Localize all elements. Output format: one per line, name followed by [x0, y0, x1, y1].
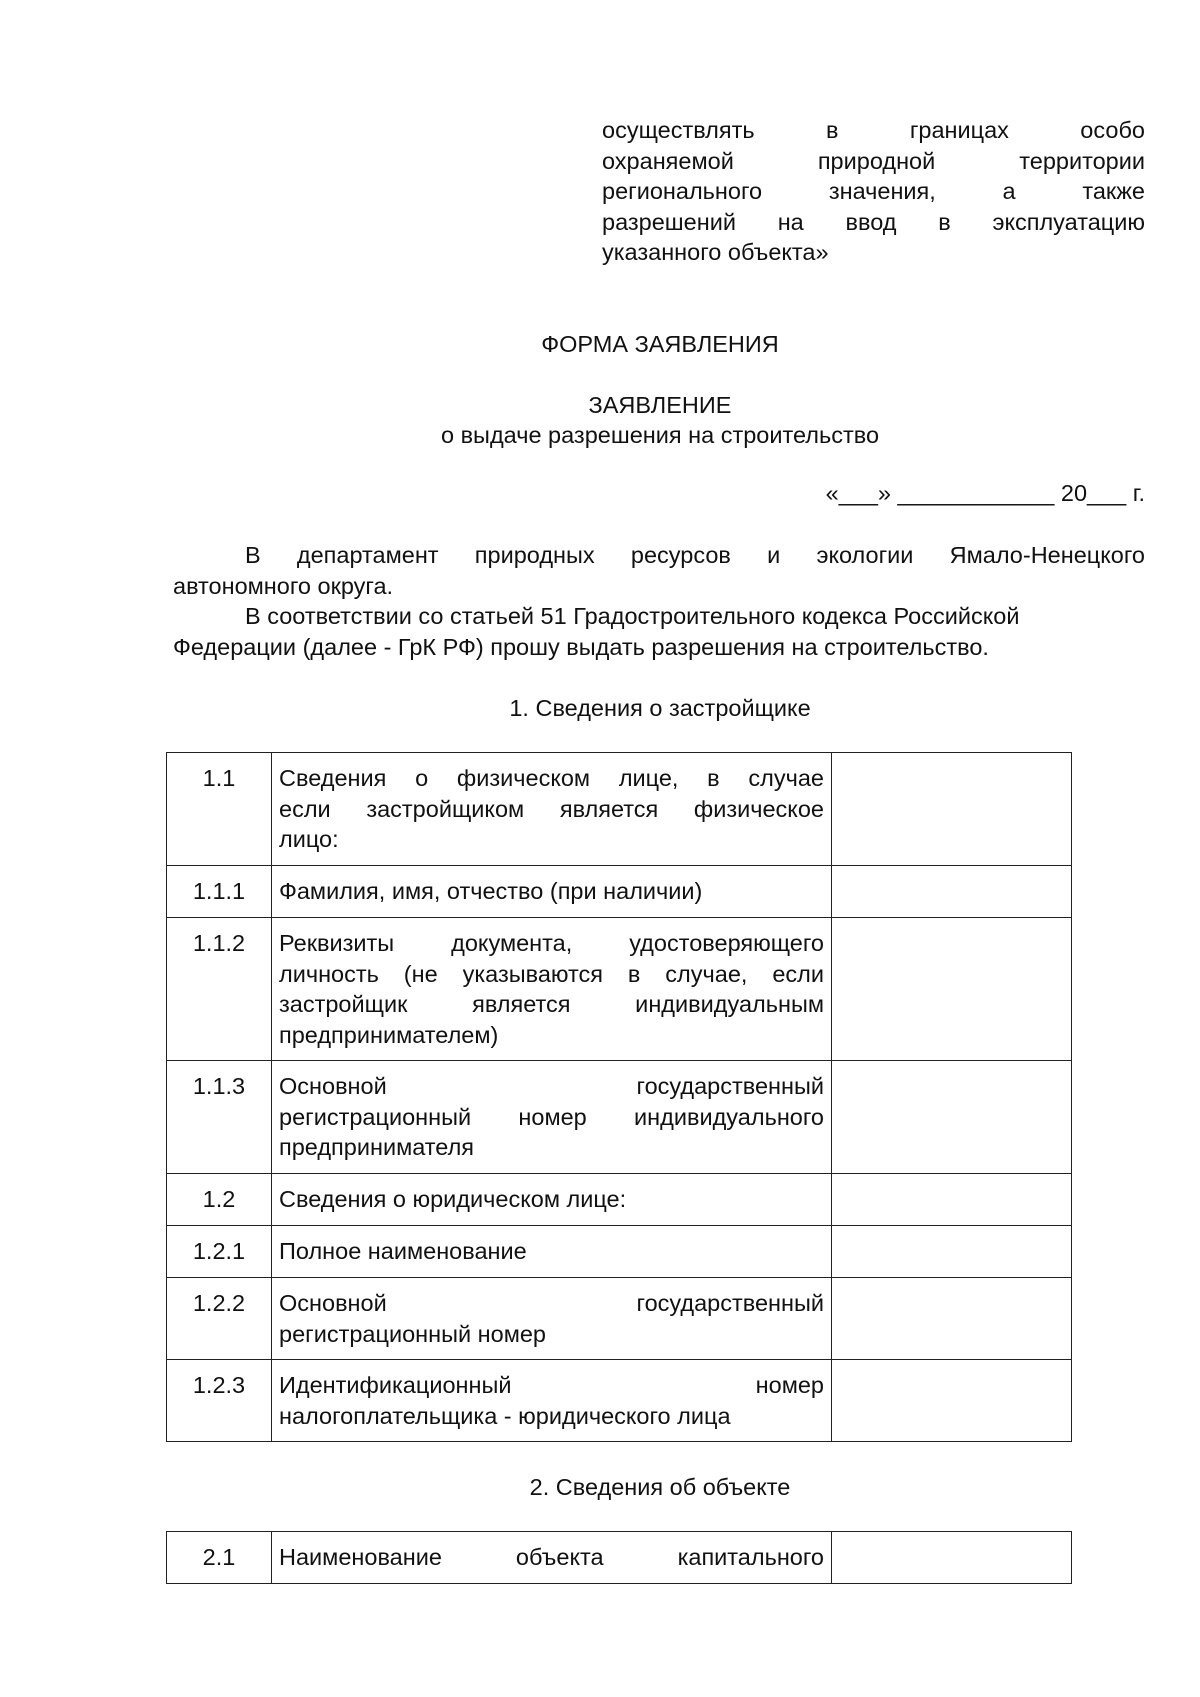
table-row	[167, 866, 1072, 918]
table-row	[167, 753, 1072, 866]
paragraph-department	[173, 540, 1145, 601]
statement-title: ЗАЯВЛЕНИЕ	[588, 392, 732, 418]
statement-subtitle: о выдаче разрешения на строительство	[440, 422, 880, 448]
intro-line: регионального значения, а также	[602, 178, 1145, 204]
table-row	[167, 1174, 1072, 1226]
row-number: 1.1	[167, 753, 272, 866]
row-label	[272, 1174, 832, 1226]
intro-line: разрешений на ввод в эксплуатацию	[602, 208, 1145, 235]
label-line: Сведения о физическом лице, в случае	[279, 765, 824, 791]
row-label	[272, 1226, 832, 1278]
intro-line: осуществлять в границах особо	[602, 117, 1145, 143]
label-line: Наименование объекта капитального	[279, 1544, 824, 1570]
label-line: Реквизиты документа, удостоверяющего	[279, 930, 824, 956]
table-row	[167, 1061, 1072, 1174]
row-value-field[interactable]	[832, 866, 1072, 918]
row-number: 1.1.2	[167, 918, 272, 1061]
paragraph-line: В соответствии со статьей 51 Градостроительного кодекса Российской	[245, 603, 1020, 629]
row-value-field[interactable]	[832, 1174, 1072, 1226]
row-number: 1.2	[167, 1174, 272, 1226]
paragraph-request	[173, 601, 1145, 662]
row-label	[272, 918, 832, 1061]
row-value-field[interactable]	[832, 1061, 1072, 1174]
table-row	[167, 1226, 1072, 1278]
table-row	[167, 1532, 1072, 1584]
row-number: 1.1.1	[167, 866, 272, 918]
table-row	[167, 918, 1072, 1061]
table-row	[167, 1360, 1072, 1442]
row-label	[272, 866, 832, 918]
label-line: Идентификационный номер	[279, 1372, 824, 1398]
label-line: Основной государственный	[279, 1073, 824, 1099]
row-label	[272, 1532, 832, 1584]
intro-block	[602, 115, 1145, 268]
table-row	[167, 1278, 1072, 1360]
label-line: регистрационный номер	[279, 1320, 546, 1347]
row-label	[272, 1278, 832, 1360]
section1-title: 1. Сведения о застройщике	[509, 695, 811, 721]
label-line: налогоплательщика - юридического лица	[279, 1402, 731, 1429]
intro-line: охраняемой природной территории	[602, 147, 1145, 174]
label-line: лицо:	[279, 826, 339, 852]
row-number: 1.2.2	[167, 1278, 272, 1360]
row-value-field[interactable]	[832, 1226, 1072, 1278]
row-value-field[interactable]	[832, 1278, 1072, 1360]
label-line: застройщик является индивидуальным	[279, 991, 824, 1017]
row-value-field[interactable]	[832, 753, 1072, 866]
row-value-field[interactable]	[832, 1532, 1072, 1584]
label-line: личность (не указываются в случае, если	[279, 960, 824, 987]
row-label	[272, 1061, 832, 1174]
developer-info-table	[166, 752, 1072, 1442]
label-line: предпринимателем)	[279, 1021, 499, 1048]
row-number: 1.2.1	[167, 1226, 272, 1278]
row-value-field[interactable]	[832, 1360, 1072, 1442]
label-line: Основной государственный	[279, 1290, 824, 1316]
label-line: если застройщиком является физическое	[279, 795, 824, 822]
row-label	[272, 1360, 832, 1442]
row-number: 1.2.3	[167, 1360, 272, 1442]
label-line: Сведения о юридическом лице:	[279, 1186, 627, 1212]
label-line: Полное наименование	[279, 1238, 527, 1264]
date-line: «___» ____________ 20___ г.	[825, 480, 1145, 506]
paragraph-line: Федерации (далее - ГрК РФ) прошу выдать разрешения на строительство.	[173, 633, 989, 660]
label-line: регистрационный номер индивидуального	[279, 1103, 824, 1130]
paragraph-line: В департамент природных ресурсов и экологии Ямало-Ненецкого	[245, 542, 1145, 568]
row-number: 2.1	[167, 1532, 272, 1584]
row-label	[272, 753, 832, 866]
row-value-field[interactable]	[832, 918, 1072, 1061]
object-info-table	[166, 1531, 1072, 1584]
row-number: 1.1.3	[167, 1061, 272, 1174]
section2-title: 2. Сведения об объекте	[529, 1474, 791, 1500]
label-line: Фамилия, имя, отчество (при наличии)	[279, 878, 703, 904]
paragraph-line: автономного округа.	[173, 572, 394, 599]
label-line: предпринимателя	[279, 1134, 475, 1160]
intro-line: указанного объекта»	[602, 239, 829, 265]
form-title: ФОРМА ЗАЯВЛЕНИЯ	[541, 331, 779, 357]
